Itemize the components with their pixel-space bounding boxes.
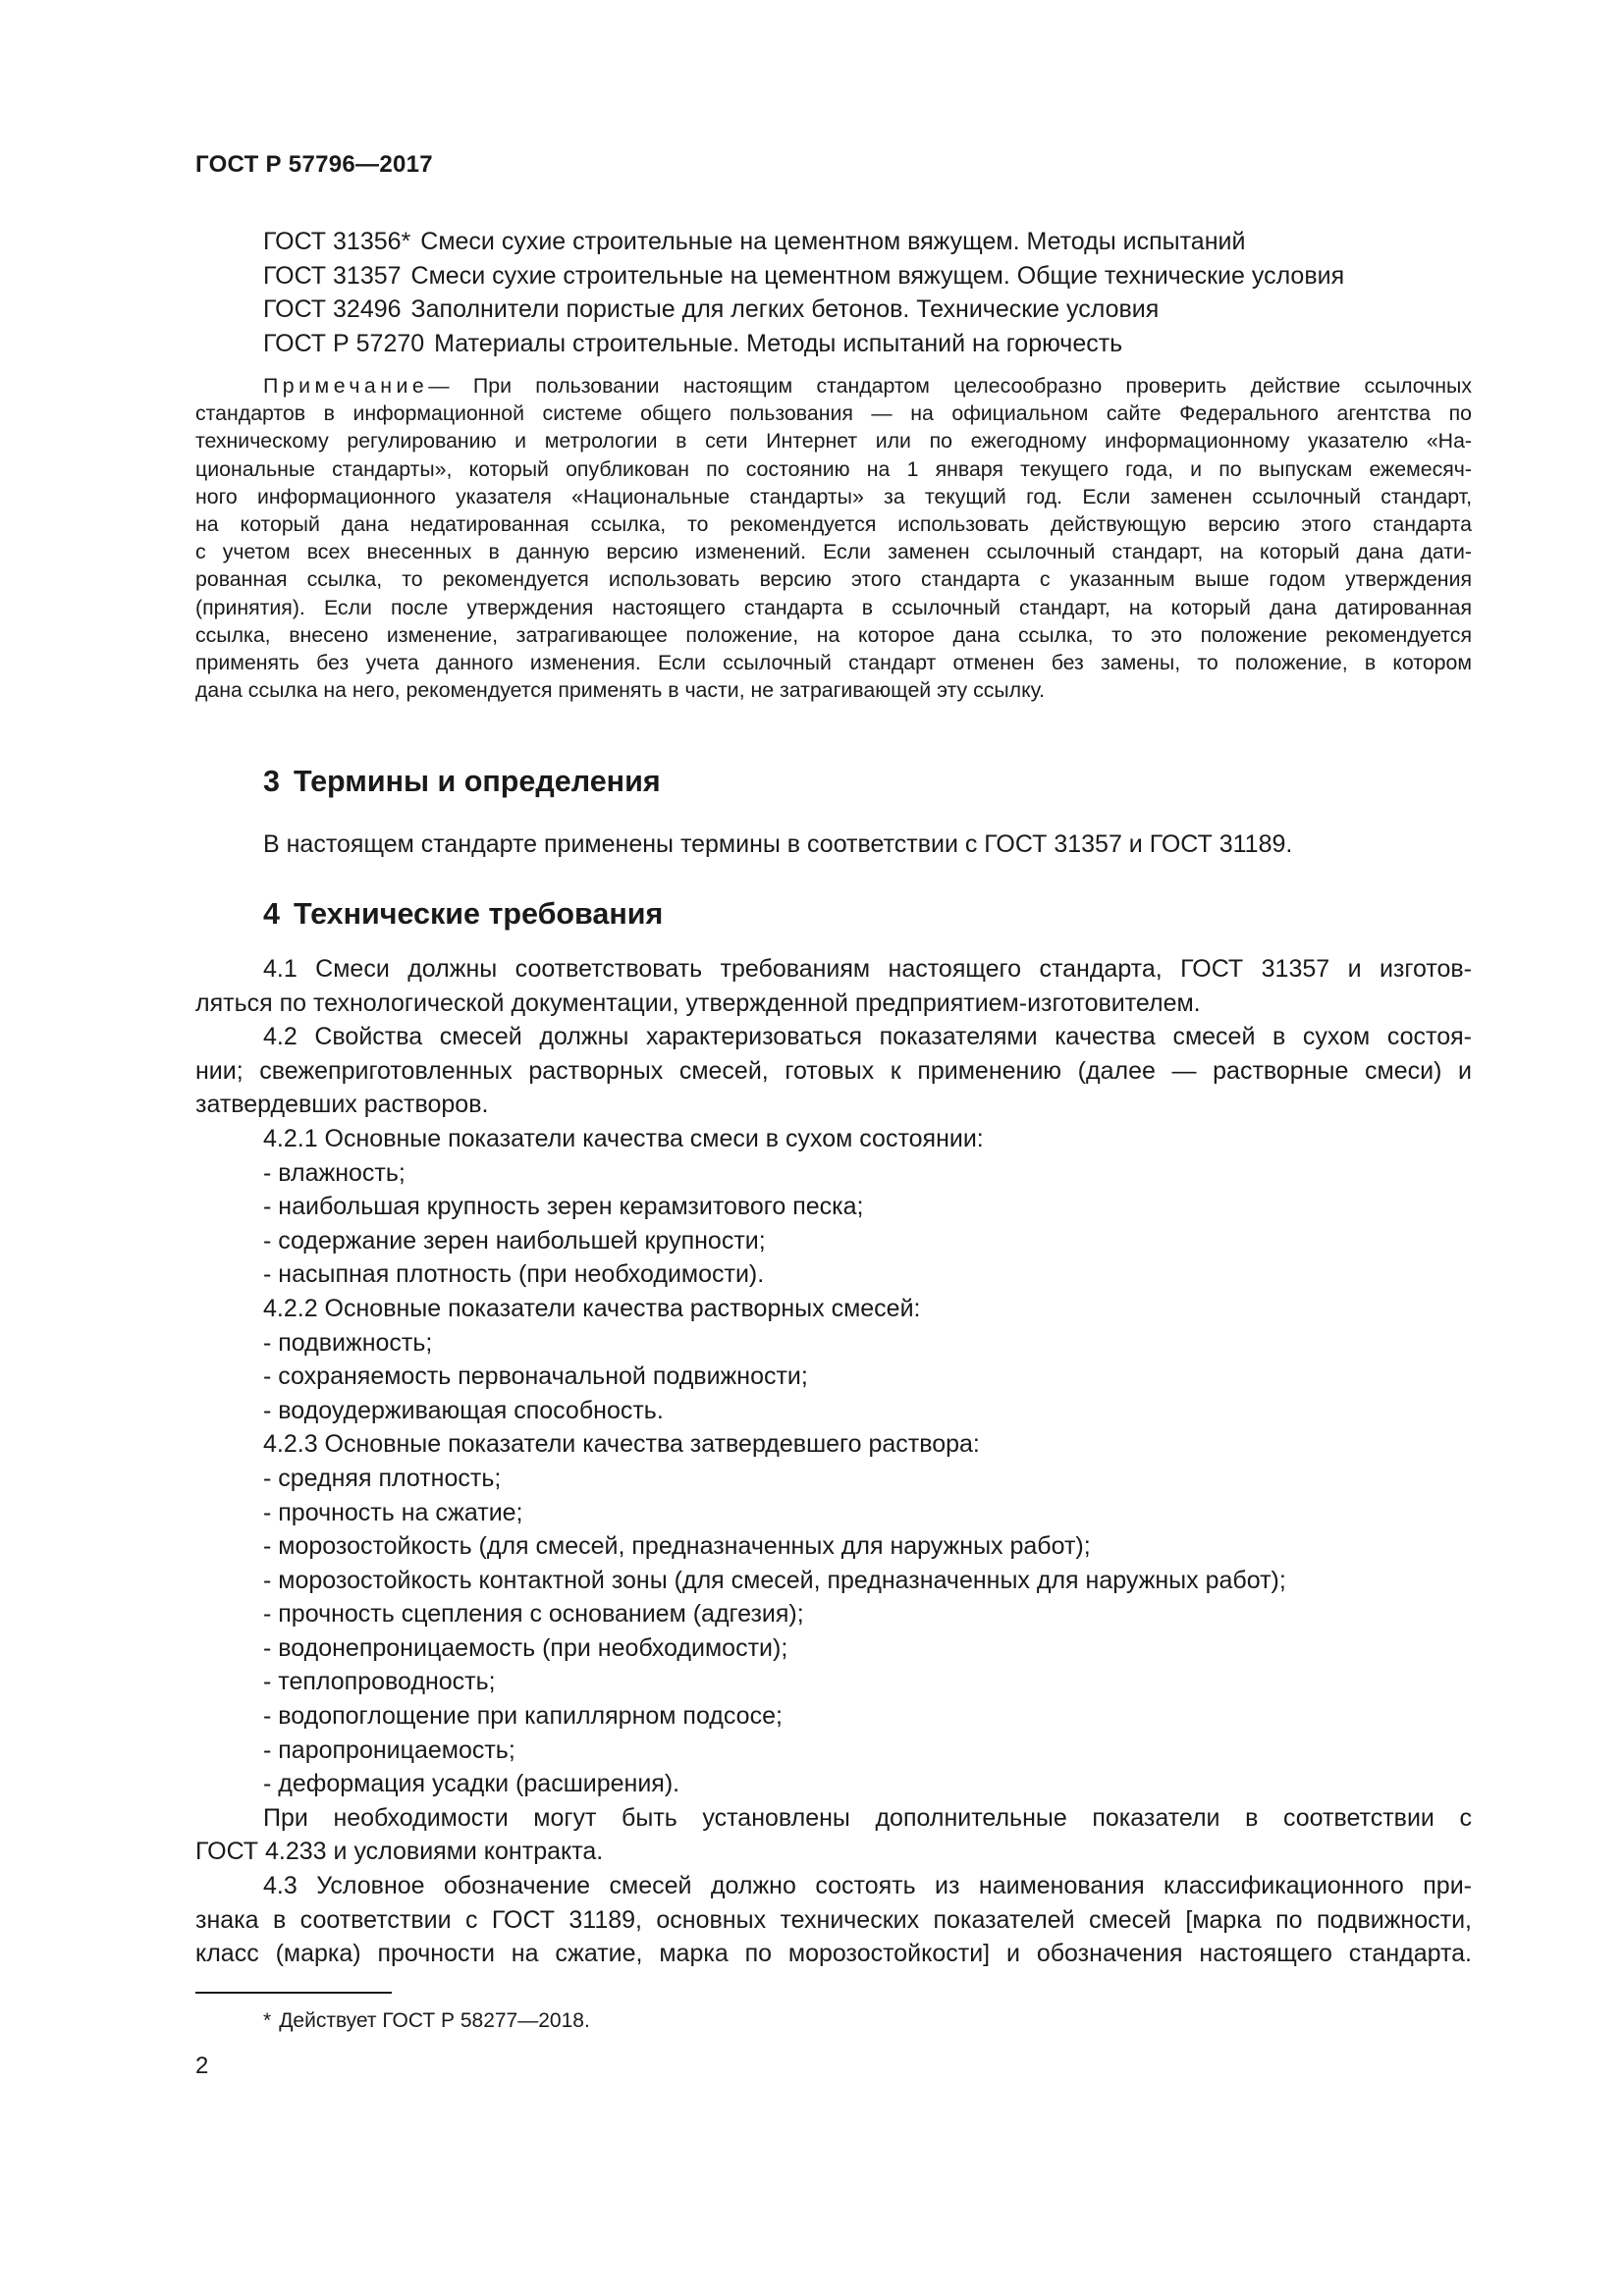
section-number: 3 <box>263 765 280 798</box>
list-item: - прочность на сжатие; <box>263 1498 523 1526</box>
reference-title: Смеси сухие строительные на цементном вяжущем. Общие технические условия <box>410 261 1345 290</box>
list-item: - водоудерживающая способность. <box>263 1396 664 1424</box>
list-item: - средняя плотность; <box>263 1464 502 1492</box>
note-line <box>195 372 1472 400</box>
list-item: - подвижность; <box>263 1328 433 1357</box>
section-3-heading <box>263 765 661 799</box>
reference-code: ГОСТ 31357 <box>263 261 402 290</box>
paragraph-line: 4.2 Свойства смесей должны характеризоваться показателями качества смесей в сухом состоя- <box>263 1023 1472 1051</box>
paragraph-line: При необходимости могут быть установлены дополнительные показатели в соответствии с <box>263 1803 1472 1832</box>
running-header: ГОСТ Р 57796—2017 <box>195 151 433 178</box>
paragraph-line: 4.1 Смеси должны соответствовать требованиям настоящего стандарта, ГОСТ 31357 и изготов- <box>263 955 1472 983</box>
subclause-heading: 4.2.2 Основные показатели качества растворных смесей: <box>263 1294 921 1322</box>
list-item: - морозостойкость контактной зоны (для смесей, предназначенных для наружных работ); <box>263 1566 1286 1594</box>
list-item: - сохраняемость первоначальной подвижности; <box>263 1362 808 1391</box>
note-line: циональные стандарты», который опубликован по состоянию на 1 января текущего года, и по выпускам ежемесяч- <box>195 456 1472 481</box>
note-line: ного информационного указателя «Национальные стандарты» за текущий год. Если заменен ссылочный стандарт, <box>195 484 1472 508</box>
paragraph-line: нии; свежеприготовленных растворных смесей, готовых к применению (далее — растворные смеси) и <box>195 1056 1472 1085</box>
note-line: дана ссылка на него, рекомендуется применять в части, не затрагивающей эту ссылку. <box>195 678 1046 703</box>
reference-item <box>263 225 1540 259</box>
subclause-heading: 4.2.1 Основные показатели качества смеси в сухом состоянии: <box>263 1124 984 1152</box>
paragraph-line: ГОСТ 4.233 и условиями контракта. <box>195 1838 604 1866</box>
reference-code: ГОСТ 32496 <box>263 295 402 323</box>
paragraph-line: В настоящем стандарте применены термины в соответствии с ГОСТ 31357 и ГОСТ 31189. <box>263 830 1293 858</box>
list-item: - водопоглощение при капиллярном подсосе; <box>263 1702 783 1731</box>
section-title: Термины и определения <box>293 765 661 798</box>
section-4-heading <box>263 897 663 932</box>
section-title: Технические требования <box>293 897 664 931</box>
reference-code: ГОСТ Р 57270 <box>263 329 425 357</box>
list-item: - водонепроницаемость (при необходимости); <box>263 1633 788 1662</box>
list-item: - наибольшая крупность зерен керамзитового песка; <box>263 1193 864 1221</box>
note-line: стандартов в информационной системе общего пользования — на официальном сайте Федерального агентства по <box>195 401 1472 426</box>
reference-title: Заполнители пористые для легких бетонов. Технические условия <box>410 295 1160 323</box>
reference-item <box>263 327 1540 361</box>
footnote-separator <box>195 1992 392 1994</box>
note-line: на который дана недатированная ссылка, то рекомендуется использовать действующую версию этого стандарта <box>195 512 1472 537</box>
reference-item <box>263 293 1540 327</box>
paragraph-line: знака в соответствии с ГОСТ 31189, основных технических показателей смесей [марка по подвижности, <box>195 1905 1472 1934</box>
footnote-text: Действует ГОСТ Р 58277—2018. <box>279 2009 590 2032</box>
note-line: техническому регулированию и метрологии в сети Интернет или по ежегодному информационному указателю «На- <box>195 429 1472 454</box>
list-item: - насыпная плотность (при необходимости). <box>263 1260 765 1289</box>
note-line: применять без учета данного изменения. Если ссылочный стандарт отменен без замены, то положение, в котором <box>195 651 1472 675</box>
section-3-body <box>195 828 1472 862</box>
reference-code: ГОСТ 31356* <box>263 228 411 255</box>
list-item: - морозостойкость (для смесей, предназначенных для наружных работ); <box>263 1532 1091 1561</box>
note-line: с учетом всех внесенных в данную версию изменений. Если заменен ссылочный стандарт, на который дана дати- <box>195 540 1472 564</box>
page-number: 2 <box>195 2053 209 2079</box>
section-4-body <box>195 952 1472 1971</box>
reference-item <box>263 259 1540 294</box>
footnote <box>263 2009 590 2033</box>
note-block <box>195 372 1472 704</box>
note-label: Примечание <box>263 374 429 398</box>
subclause-heading: 4.2.3 Основные показатели качества затвердевшего раствора: <box>263 1430 980 1459</box>
paragraph-line: затвердевших растворов. <box>195 1091 489 1119</box>
list-item: - содержание зерен наибольшей крупности; <box>263 1226 766 1255</box>
section-number: 4 <box>263 897 280 931</box>
list-item: - влажность; <box>263 1158 406 1187</box>
paragraph-line: 4.3 Условное обозначение смесей должно состоять из наименования классификационного при- <box>263 1872 1472 1900</box>
reference-title: Материалы строительные. Методы испытаний на горючесть <box>434 329 1123 357</box>
note-line: (принятия). Если после утверждения настоящего стандарта в ссылочный стандарт, на который дана датированная <box>195 595 1472 619</box>
reference-title: Смеси сухие строительные на цементном вяжущем. Методы испытаний <box>420 228 1246 255</box>
paragraph-line: класс (марка) прочности на сжатие, марка по морозостойкости] и обозначения настоящего стандарта. <box>195 1940 1472 1968</box>
footnote-marker: * <box>263 2009 272 2032</box>
note-text: — При пользовании настоящим стандартом целесообразно проверить действие ссылочных <box>428 374 1472 398</box>
list-item: - деформация усадки (расширения). <box>263 1770 680 1798</box>
note-line: ссылка, внесено изменение, затрагивающее положение, на которое дана ссылка, то это положение рекомендуется <box>195 622 1472 647</box>
list-item: - прочность сцепления с основанием (адгезия); <box>263 1600 804 1629</box>
list-item: - паропроницаемость; <box>263 1735 515 1764</box>
normative-references-list <box>263 225 1540 360</box>
paragraph-line: ляться по технологической документации, утвержденной предприятием-изготовителем. <box>195 988 1201 1017</box>
note-line: рованная ссылка, то рекомендуется использовать версию этого стандарта с указанным выше годом утверждения <box>195 567 1472 592</box>
list-item: - теплопроводность; <box>263 1668 496 1696</box>
